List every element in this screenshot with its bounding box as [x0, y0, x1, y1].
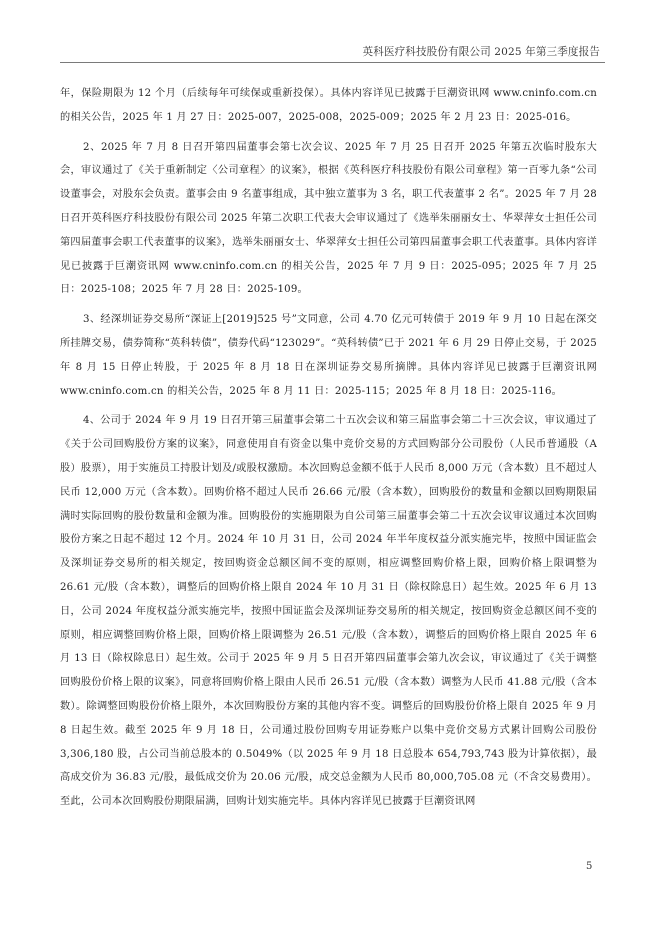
paragraph-item-3: 3、经深圳证券交易所“深证上[2019]525 号”文同意，公司 4.70 亿元可转债于 2019 年 9 月 10 日起在深交所挂牌交易，债券简称“英科转债”，债券代码“123029”。“英科转债”已于 2021 年 6 月 29 日停止交易，于 2025 年 8 月 15 日停止转股，于 2025 年 8 月 18 日在深圳证券交易所摘牌。具体内容详见已披露于巨潮资讯网 www.cninfo.com.cn 的相关公告，2025 年 8 月 11 日：2025-115；2025 年 8 月 18 日：2025-116。: [60, 314, 597, 397]
paragraph-item-2: 2、2025 年 7 月 8 日召开第四届董事会第七次会议、2025 年 7 月 25 日召开 2025 年第五次临时股东大会，审议通过了《关于重新制定〈公司章程〉的议案》，根据《英科医疗科技股份有限公司章程》第一百零九条“公司设董事会，对股东会负责。董事会由 9 名董事组成，其中独立董事为 3 名，职工代表董事 2 名”。2025 年 7 月 28 日召开英科医疗科技股份有限公司 2025 年第二次职工代表大会审议通过了《选举朱丽丽女士、华翠萍女士担任公司第四届董事会职工代表董事的议案》，选举朱丽丽女士、华翠萍女士担任公司第四届董事会职工代表董事。具体内容详见已披露于巨潮资讯网 www.cninfo.com.cn 的相关公告，2025 年 7 月 9 日：2025-095；2025 年 7 月 25 日：2025-108；2025 年 7 月 28 日：2025-109。: [60, 141, 597, 296]
report-header: 英科医疗科技股份有限公司 2025 年第三季度报告: [362, 46, 600, 58]
paragraph-item-4: 4、公司于 2024 年 9 月 19 日召开第三届董事会第二十五次会议和第三届监事会第二十三次会议，审议通过了《关于公司回购股份方案的议案》，同意使用自有资金以集中竞价交易的方式回购部分公司股份（人民币普通股（A 股）股票），用于实施员工持股计划及/或股权激励。本次回购总金额不低于人民币 8,000 万元（含本数）且不超过人民币 12,000 万元（含本数）。回购价格不超过人民币 26.66 元/股（含本数），回购股份的数量和金额以回购期限届满时实际回购的股份数量和金额为准。回购股份的实施期限为自公司第三届董事会第二十五次会议审议通过本次回购股份方案之日起不超过 12 个月。2024 年 10 月 31 日，公司 2024 年半年度权益分派实施完毕，按照中国证监会及深圳证券交易所的相关规定，按回购资金总额区间不变的原则，相应调整回购价格上限，回购价格上限调整为 26.61 元/股（含本数），调整后的回购价格上限自 2024 年 10 月 31 日（除权除息日）起生效。2025 年 6 月 13 日，公司 2024 年度权益分派实施完毕，按照中国证监会及深圳证券交易所的相关规定，按回购资金总额区间不变的原则，相应调整回购价格上限，回购价格上限调整为 26.51 元/股（含本数），调整后的回购价格上限自 2025 年 6 月 13 日（除权除息日）起生效。公司于 2025 年 9 月 5 日召开第四届董事会第九次会议，审议通过了《关于调整回购股份价格上限的议案》，同意将回购价格上限由人民币 26.51 元/股（含本数）调整为人民币 41.88 元/股（含本数）。除调整回购股份价格上限外，本次回购股份方案的其他内容不变。调整后的回购股份价格上限自 2025 年 9 月 8 日起生效。截至 2025 年 9 月 18 日，公司通过股份回购专用证券账户以集中竞价交易方式累计回购公司股份 3,306,180 股，占公司当前总股本的 0.5049%（以 2025 年 9 月 18 日总股本 654,793,743 股为计算依据），最高成交价为 36.83 元/股，最低成交价为 20.06 元/股，成交总金额为人民币 80,000,705.08 元（不含交易费用）。至此，公司本次回购股份期限届满，回购计划实施完毕。具体内容详见已披露于巨潮资讯网: [60, 415, 597, 808]
paragraph-continuation: 年，保险期限为 12 个月（后续每年可续保或重新投保）。具体内容详见已披露于巨潮资讯网 www.cninfo.com.cn 的相关公告，2025 年 1 月 27 日：2025-007，2025-008，2025-009；2025 年 2 月 23 日：2025-016。: [60, 88, 597, 123]
header-divider: [60, 62, 605, 63]
page-number: 5: [586, 861, 593, 872]
document-body: [60, 82, 597, 820]
